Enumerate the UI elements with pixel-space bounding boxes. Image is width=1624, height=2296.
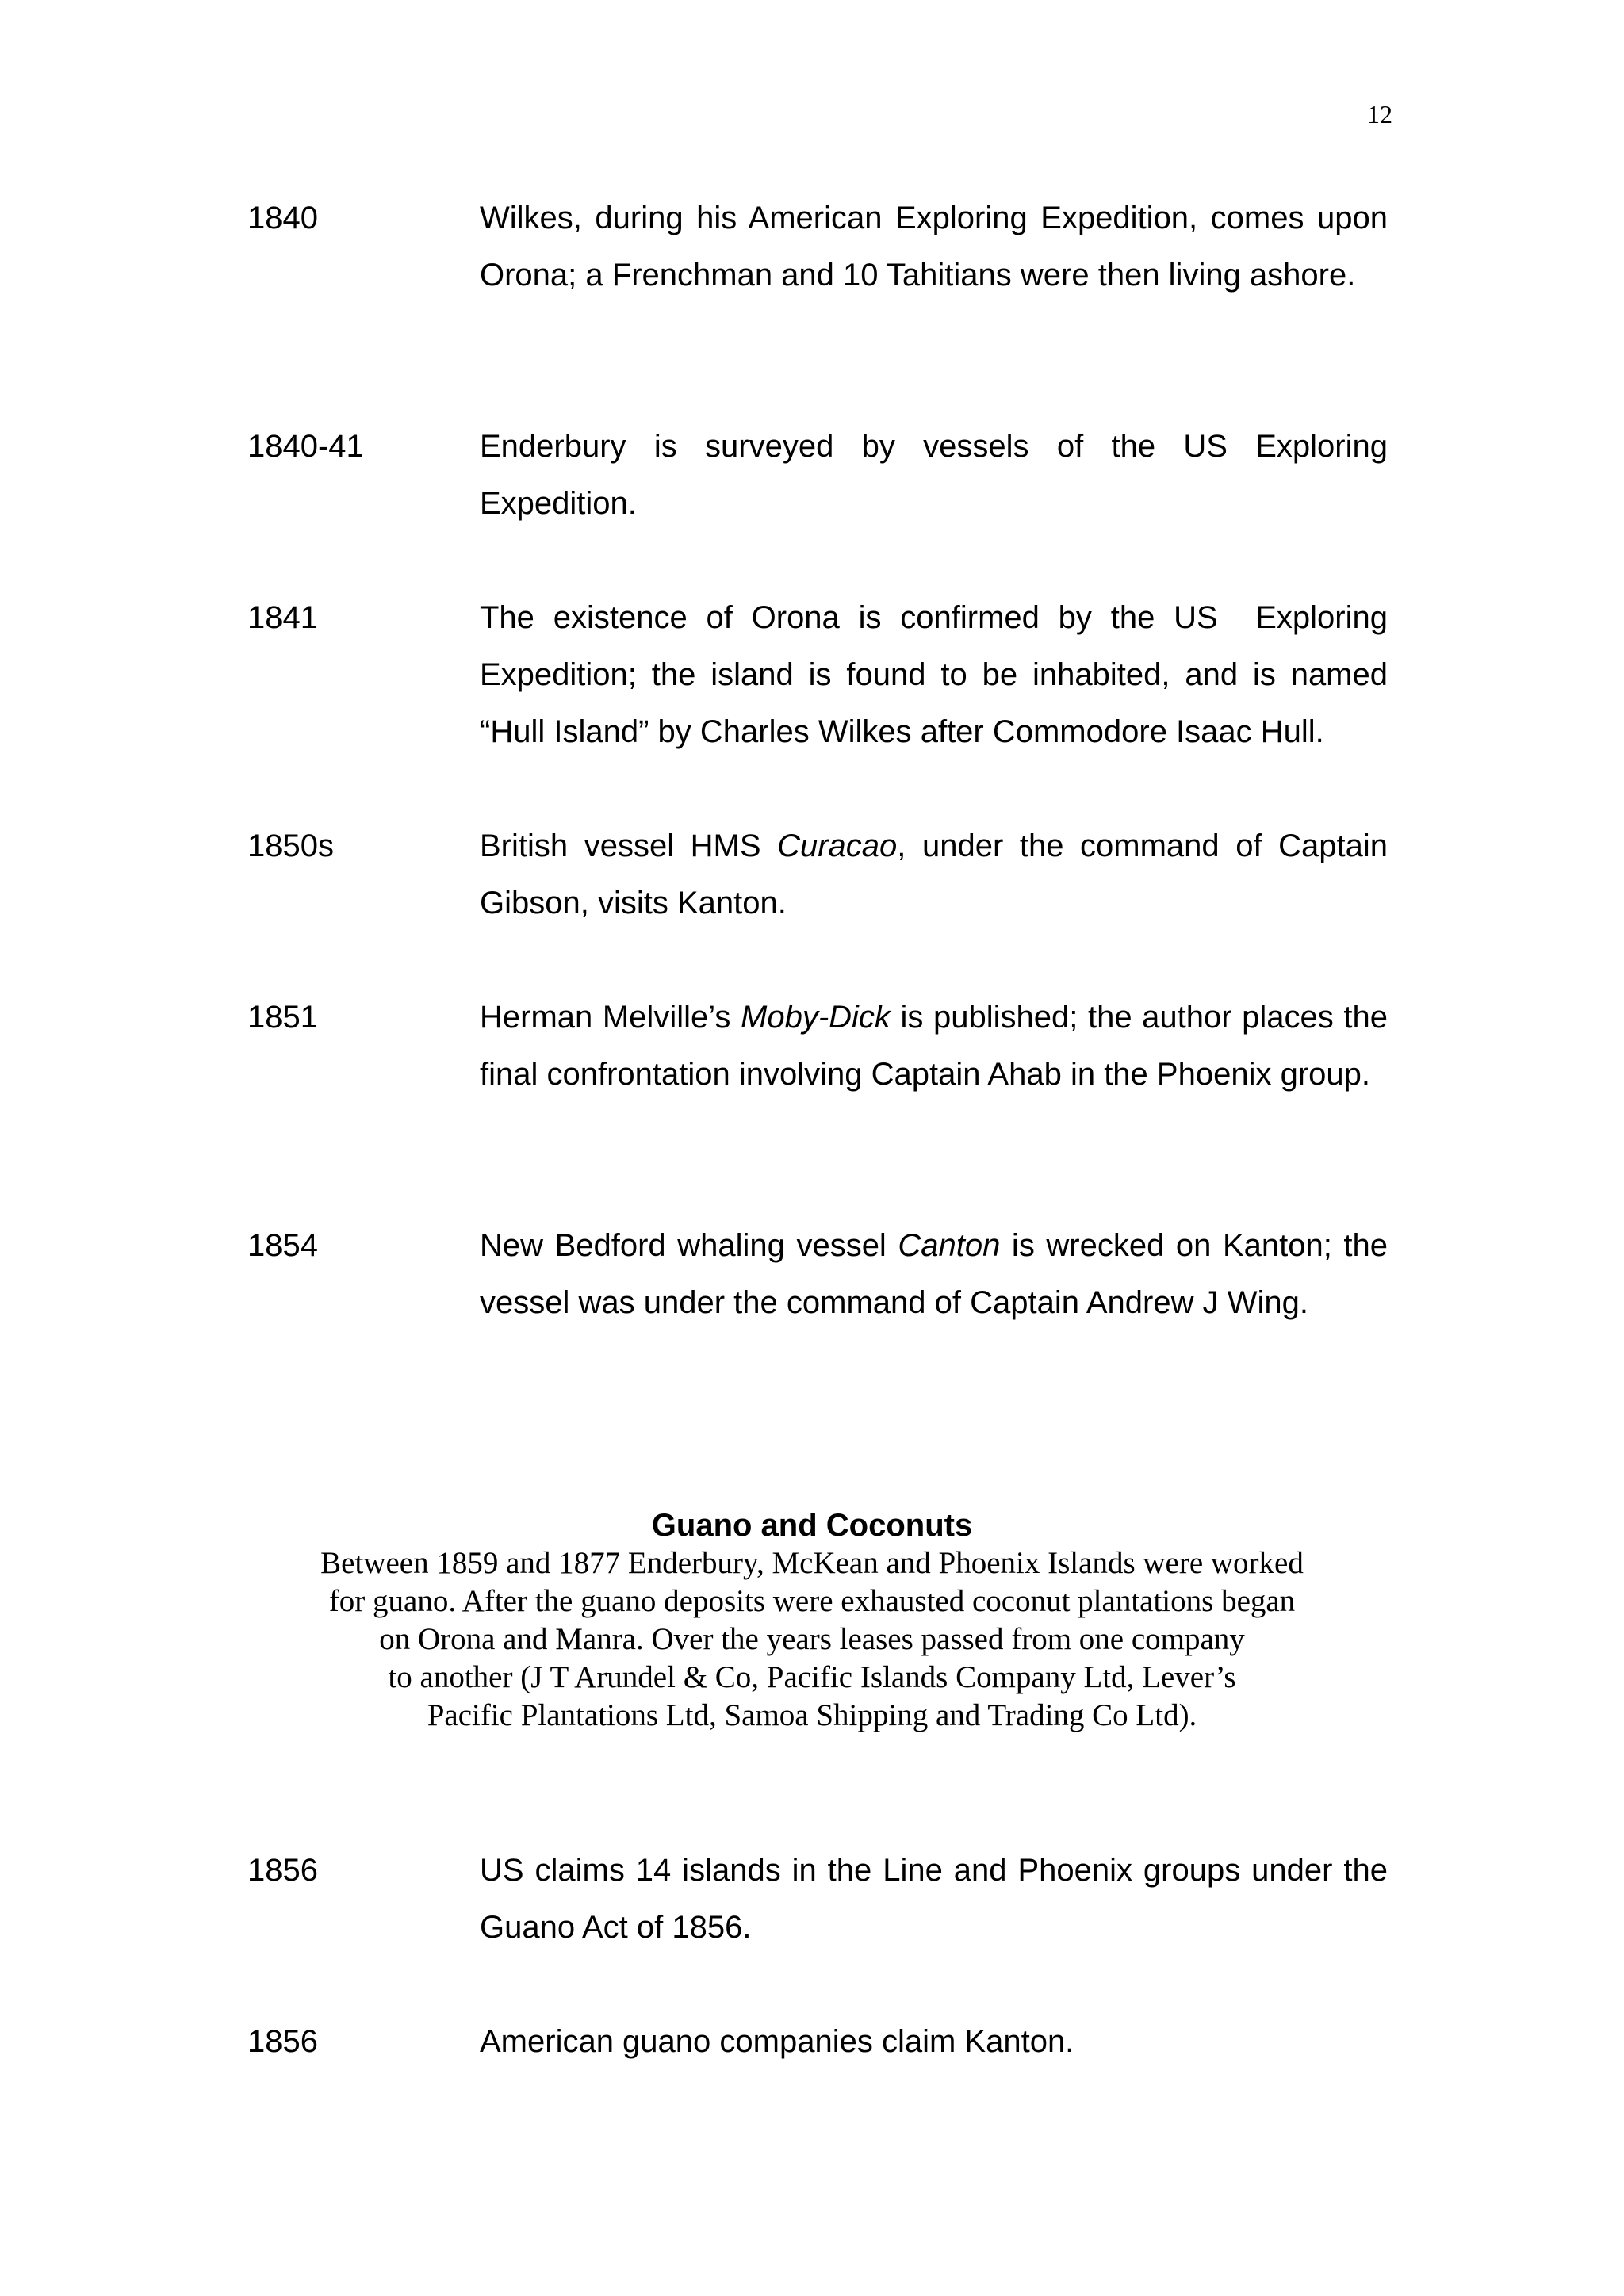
entry-text-part: US claims 14 islands in the Line and Phoenix groups under the Guano Act of 1856. <box>480 1853 1388 1945</box>
section-line: Pacific Plantations Ltd, Samoa Shipping and Trading Co Ltd). <box>427 1698 1197 1732</box>
page-number: 12 <box>1367 100 1392 128</box>
entry-text-italic: Moby-Dick <box>741 1000 891 1035</box>
entry-text-part: Herman Melville’s <box>480 1000 741 1035</box>
entry-year: 1856 <box>247 1853 318 1888</box>
entry-year: 1840 <box>247 201 318 235</box>
timeline-entry <box>247 2013 1388 2070</box>
entry-text <box>480 2013 1388 2070</box>
entry-text-italic: Curacao <box>777 828 898 863</box>
timeline-entry <box>247 817 1388 932</box>
entry-text-part: Enderbury is surveyed by vessels of the US Exploring Expedition. <box>480 429 1388 521</box>
entry-text-part: Wilkes, during his American Exploring Expedition, comes upon Orona; a Frenchman and 10 Tahitians were then living ashore. <box>480 201 1388 293</box>
entry-text <box>480 1842 1388 1956</box>
entry-year: 1854 <box>247 1228 318 1263</box>
entry-year: 1850s <box>247 828 334 863</box>
timeline-entry <box>247 189 1388 304</box>
entry-text-part: American guano companies claim Kanton. <box>480 2024 1074 2059</box>
timeline-entry <box>247 1842 1388 1956</box>
entry-text <box>480 1217 1388 1331</box>
entry-text-italic: Canton <box>898 1228 1001 1263</box>
timeline-entry <box>247 1217 1388 1331</box>
entry-text-part: , under the command of Captain Gibson, visits Kanton. <box>480 828 1388 920</box>
entry-text <box>480 817 1388 932</box>
timeline-entry <box>247 418 1388 532</box>
entry-text <box>480 189 1388 304</box>
entry-text-part: New Bedford whaling vessel <box>480 1228 898 1263</box>
entry-year: 1851 <box>247 1000 318 1035</box>
entry-text-part: is published; the author places the final confrontation involving Captain Ahab in the Phoenix group. <box>480 1000 1388 1092</box>
entry-text-part: The existence of Orona is confirmed by the US Exploring Expedition; the island is found to be inhabited, and is named “Hull Island” by Charles Wilkes after Commodore Isaac Hull. <box>480 600 1397 749</box>
entry-text-part: is wrecked on Kanton; the vessel was under the command of Captain Andrew J Wing. <box>480 1228 1388 1320</box>
section-line: to another (J T Arundel & Co, Pacific Islands Company Ltd, Lever’s <box>388 1660 1236 1694</box>
section-line: on Orona and Manra. Over the years leases passed from one company <box>379 1622 1245 1656</box>
entry-text <box>480 589 1397 760</box>
section-line: for guano. After the guano deposits were exhausted coconut plantations began <box>328 1584 1296 1618</box>
timeline-entry <box>247 589 1397 760</box>
entry-year: 1841 <box>247 600 318 635</box>
entry-year: 1840-41 <box>247 429 364 464</box>
timeline-entry <box>247 989 1388 1103</box>
entry-text <box>480 989 1388 1103</box>
entry-text-part: British vessel HMS <box>480 828 778 863</box>
entry-text <box>480 418 1388 532</box>
entry-year: 1856 <box>247 2024 318 2059</box>
section-line: Between 1859 and 1877 Enderbury, McKean and Phoenix Islands were worked <box>320 1546 1304 1580</box>
section-paragraph <box>0 1544 1624 1735</box>
section-heading: Guano and Coconuts <box>651 1508 973 1543</box>
